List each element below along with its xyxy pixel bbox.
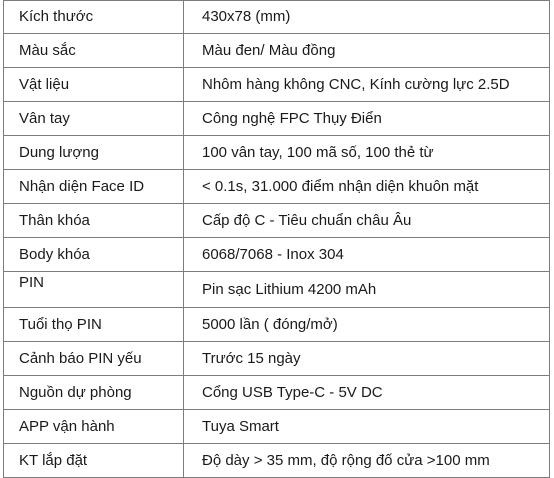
spec-value: 5000 lần ( đóng/mở) bbox=[184, 308, 550, 342]
spec-label: Vật liệu bbox=[4, 68, 184, 102]
table-row bbox=[4, 376, 550, 410]
table-row bbox=[4, 238, 550, 272]
spec-value: Độ dày > 35 mm, độ rộng đố cửa >100 mm bbox=[184, 444, 550, 478]
spec-value: Nhôm hàng không CNC, Kính cường lực 2.5D bbox=[184, 68, 550, 102]
spec-value: Cấp độ C - Tiêu chuẩn châu Âu bbox=[184, 204, 550, 238]
spec-label: Kích thước bbox=[4, 1, 184, 34]
spec-value: Cổng USB Type-C - 5V DC bbox=[184, 376, 550, 410]
spec-value: Tuya Smart bbox=[184, 410, 550, 444]
table-row bbox=[4, 342, 550, 376]
table-row bbox=[4, 170, 550, 204]
table-row bbox=[4, 272, 550, 308]
table-row bbox=[4, 410, 550, 444]
table-row bbox=[4, 102, 550, 136]
spec-value: < 0.1s, 31.000 điểm nhận diện khuôn mặt bbox=[184, 170, 550, 204]
spec-label: Nhận diện Face ID bbox=[4, 170, 184, 204]
spec-label: KT lắp đặt bbox=[4, 444, 184, 478]
spec-value: Công nghệ FPC Thụy Điển bbox=[184, 102, 550, 136]
spec-table bbox=[3, 0, 550, 478]
spec-value: 430x78 (mm) bbox=[184, 1, 550, 34]
spec-value: 100 vân tay, 100 mã số, 100 thẻ từ bbox=[184, 136, 550, 170]
table-row bbox=[4, 444, 550, 478]
spec-label: APP vận hành bbox=[4, 410, 184, 444]
spec-label: Cảnh báo PIN yếu bbox=[4, 342, 184, 376]
table-row bbox=[4, 308, 550, 342]
table-row bbox=[4, 34, 550, 68]
spec-label: Dung lượng bbox=[4, 136, 184, 170]
spec-label: Nguồn dự phòng bbox=[4, 376, 184, 410]
table-row bbox=[4, 1, 550, 34]
spec-value: Pin sạc Lithium 4200 mAh bbox=[184, 272, 550, 308]
spec-label: PIN bbox=[4, 272, 184, 308]
table-row bbox=[4, 136, 550, 170]
spec-label: Vân tay bbox=[4, 102, 184, 136]
table-row bbox=[4, 68, 550, 102]
spec-label: Body khóa bbox=[4, 238, 184, 272]
spec-value: 6068/7068 - Inox 304 bbox=[184, 238, 550, 272]
spec-value: Trước 15 ngày bbox=[184, 342, 550, 376]
spec-label: Tuổi thọ PIN bbox=[4, 308, 184, 342]
spec-value: Màu đen/ Màu đồng bbox=[184, 34, 550, 68]
spec-label: Thân khóa bbox=[4, 204, 184, 238]
spec-label: Màu sắc bbox=[4, 34, 184, 68]
table-row bbox=[4, 204, 550, 238]
